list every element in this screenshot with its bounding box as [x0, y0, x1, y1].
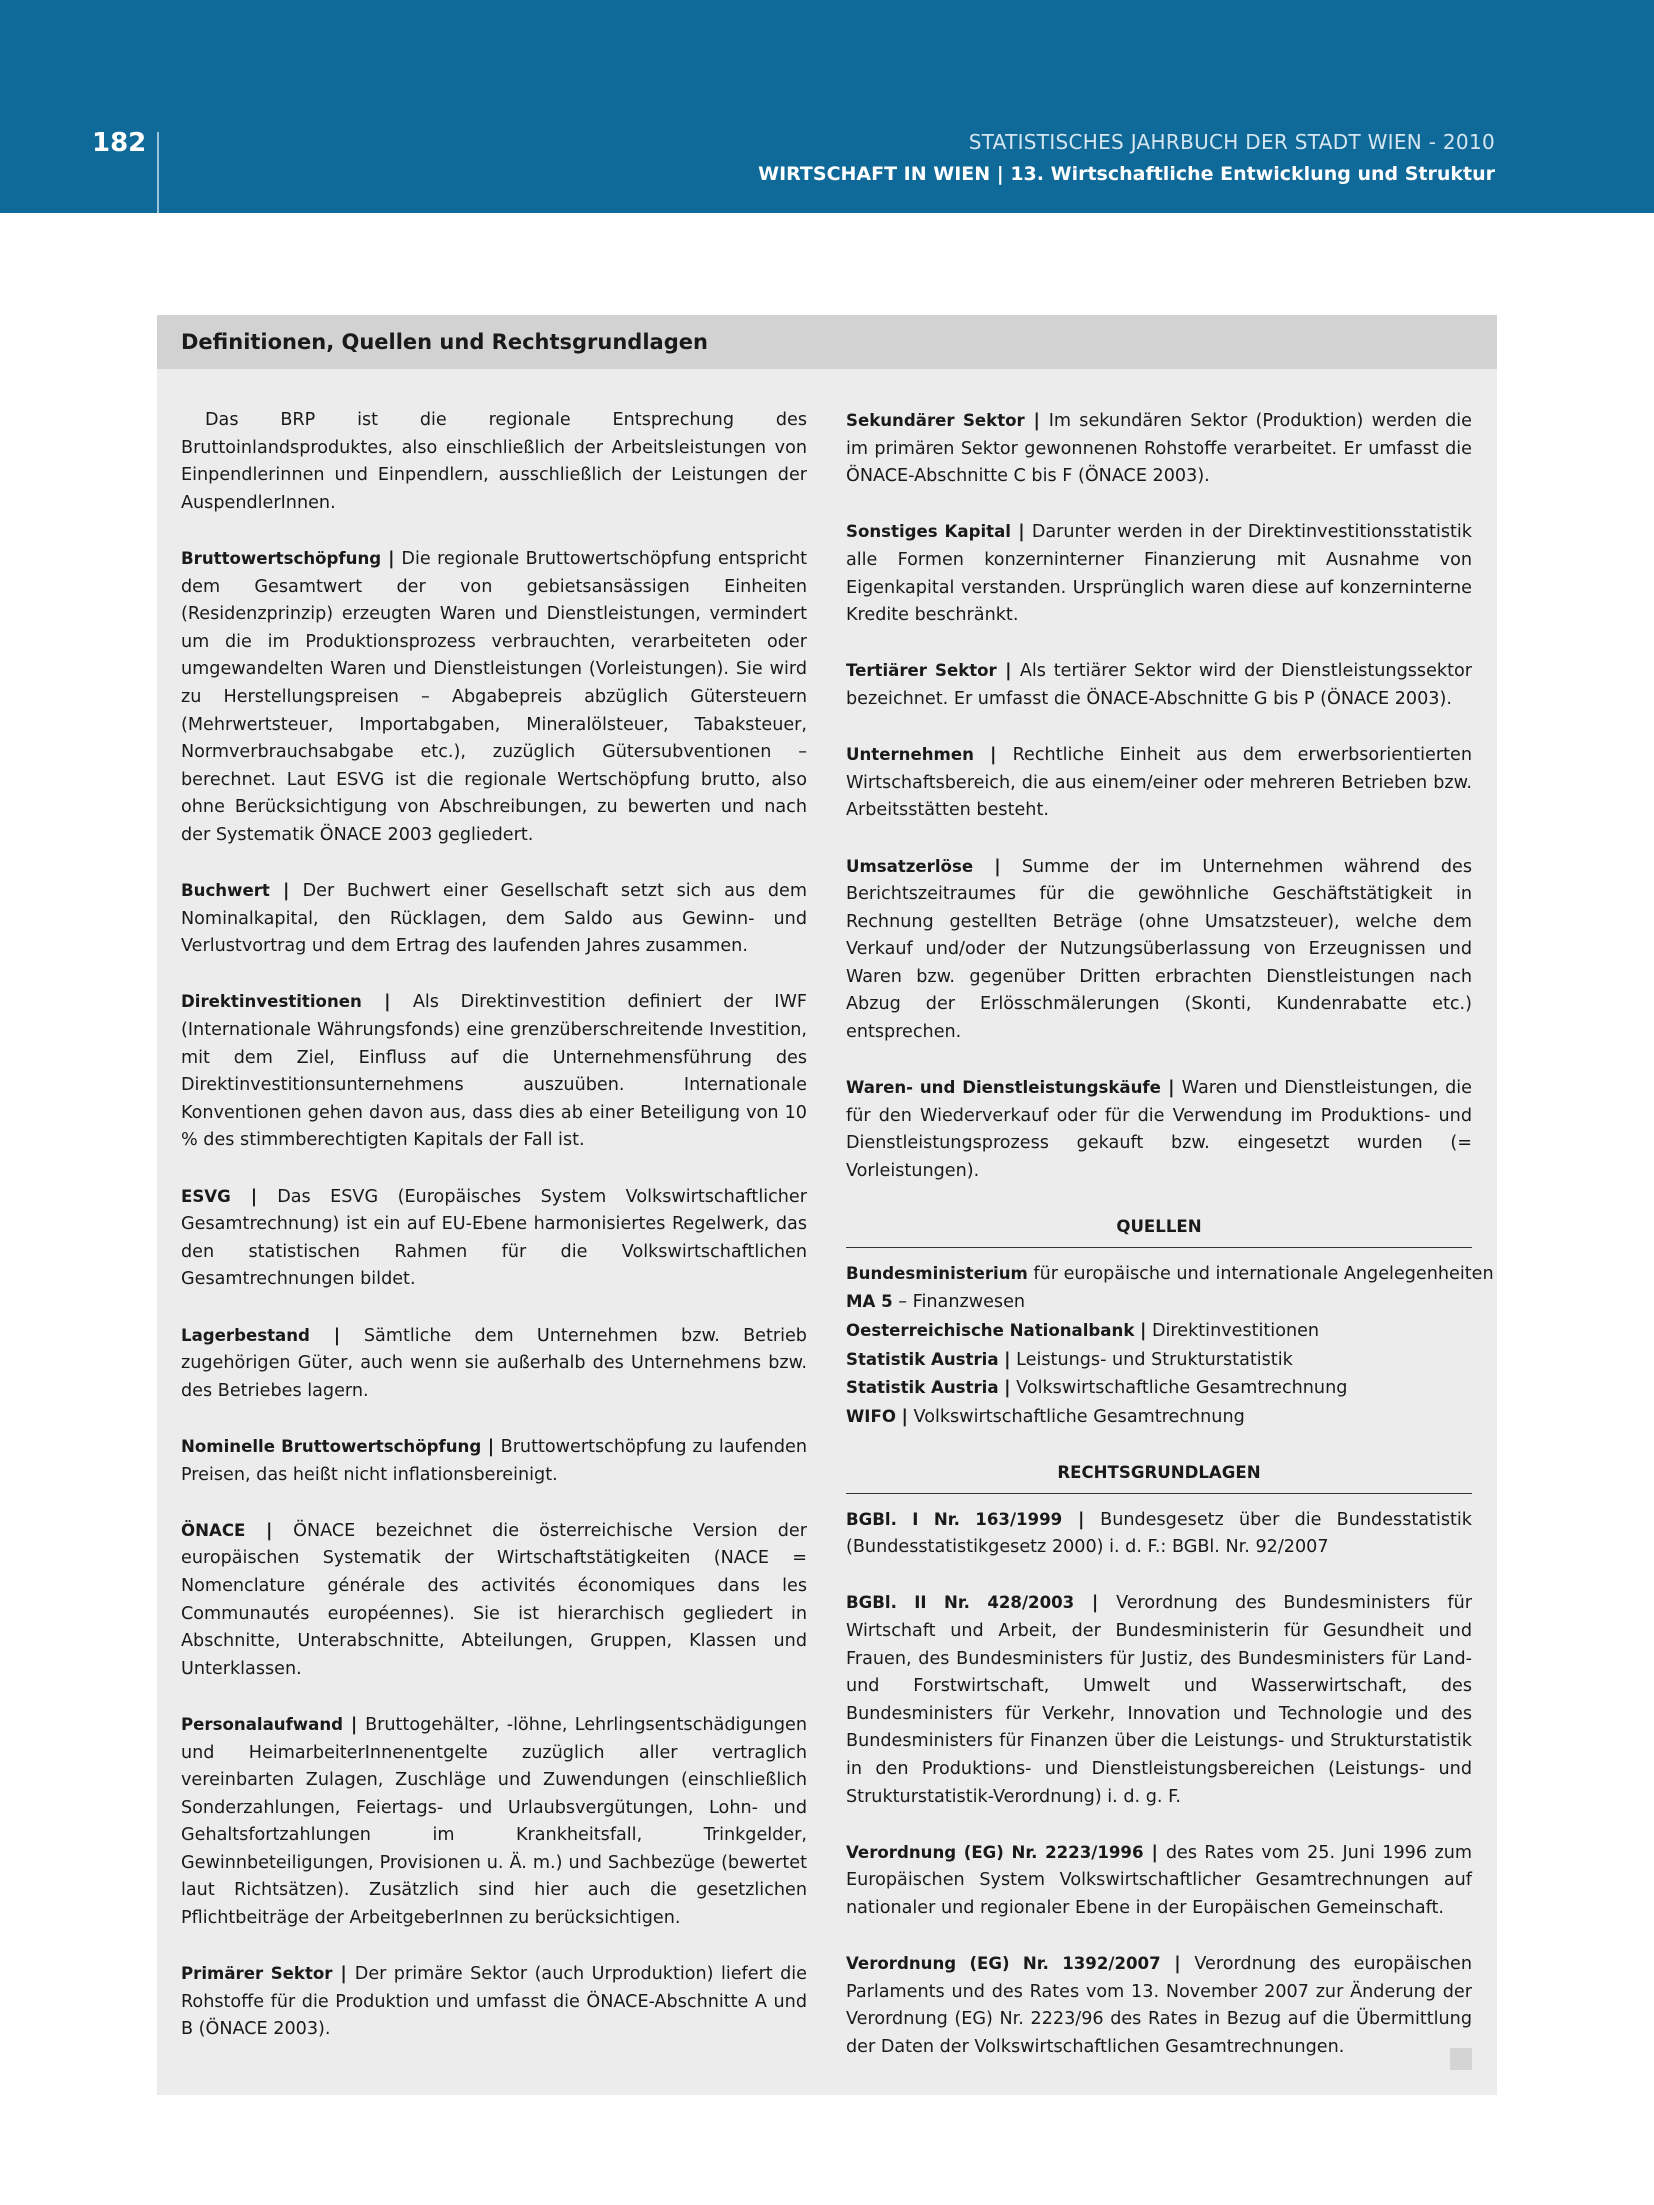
definitions-box — [157, 315, 1497, 2095]
entry-separator: | — [269, 881, 303, 902]
entry-term: Direktinvestitionen — [181, 992, 362, 1012]
entry-term: Bruttowertschöpfung — [181, 548, 382, 568]
entry-text: Bundesgesetz über die Bundesstatistik (Bundesstatistikgesetz 2000) i. d. F.: BGBl. Nr. 92/2007 — [846, 1509, 1472, 1558]
right-column — [846, 407, 1494, 2089]
page-header — [0, 0, 1654, 213]
box-title: Definitionen, Quellen und Rechtsgrundlagen — [181, 330, 708, 354]
source-line — [846, 1288, 1472, 1317]
quellen-heading: QUELLEN — [846, 1213, 1472, 1248]
legal-basis-entry — [846, 1506, 1472, 1562]
entry-term: Verordnung (EG) Nr. 2223/1996 — [846, 1842, 1144, 1862]
definition-entry — [181, 1183, 807, 1294]
entry-text: ÖNACE bezeichnet die österreichische Version der europäischen Systematik der Wirtschaftstätigkeiten (NACE = Nomenclature générale des activités économiques dans les Communautés européennes). Sie ist hierarchisch gegliedert in Abschnitte, Unterabschnitte, Abteilungen, Gruppen, Klassen und Unterklassen. — [181, 1520, 807, 1679]
entry-separator: | — [381, 548, 402, 569]
corner-marker — [1450, 2048, 1472, 2070]
definition-entry — [846, 657, 1472, 713]
definition-entry — [181, 1517, 807, 1684]
intro-paragraph: Das BRP ist die regionale Entsprechung des Bruttoinlandsproduktes, also einschließlich der Arbeitsleistungen von Einpendlerinnen und Einpendlern, ausschließlich der Leistungen der AuspendlerInnen. — [181, 410, 807, 513]
entry-separator: | — [996, 661, 1020, 682]
entry-term: Nominelle Bruttowertschöpfung — [181, 1436, 482, 1456]
entry-text: Als tertiärer Sektor wird der Dienstleistungssektor bezeichnet. Er umfasst die ÖNACE-Abschnitte G bis P (ÖNACE 2003). — [846, 661, 1472, 709]
source-name: Statistik Austria — [846, 1349, 999, 1369]
entry-separator: | — [481, 1436, 501, 1457]
source-name: Bundesministerium — [846, 1263, 1028, 1283]
entry-term: ESVG — [181, 1186, 231, 1206]
entry-separator: | — [361, 992, 413, 1013]
entry-term: Waren- und Dienstleistungskäufe — [846, 1078, 1161, 1098]
entry-separator: | — [1010, 522, 1032, 543]
definition-entry — [181, 545, 807, 850]
entry-term: Unternehmen — [846, 745, 974, 765]
source-line — [846, 1346, 1472, 1375]
source-line — [846, 1374, 1472, 1403]
definition-entry — [181, 1322, 807, 1406]
entry-separator: | — [1143, 1842, 1166, 1863]
definition-entry — [181, 1960, 807, 2044]
entry-separator: | — [309, 1325, 364, 1346]
definition-entry — [846, 853, 1472, 1047]
rechtsgrundlagen-list — [846, 1506, 1472, 2062]
entry-term: ÖNACE — [181, 1520, 246, 1540]
entry-text: Die regionale Bruttowertschöpfung entspricht dem Gesamtwert der von gebietsansässigen Einheiten (Residenzprinzip) erzeugten Waren und Dienstleistungen, vermindert um die im Produktionsprozess verbrauchten, verarbeiteten oder umgewandelten Waren und Dienstleistungen (Vorleistungen). Sie wird zu Herstellungspreisen – Abgabepreis abzüglich Gütersteuern (Mehrwertsteuer, Importabgaben, Mineralölsteuer, Tabaksteuer, Normverbrauchsabgabe etc.), zuzüglich Gütersubventionen – berechnet. Laut ESVG ist die regionale Wertschöpfung brutto, also ohne Berücksichtigung von Abschreibungen, zu bewerten und nach der Systematik ÖNACE 2003 gegliedert. — [181, 548, 807, 845]
left-column — [181, 407, 807, 2072]
source-separator: | — [901, 1406, 908, 1427]
entry-term: Personalaufwand — [181, 1714, 344, 1734]
entry-separator: | — [1062, 1509, 1101, 1530]
definition-entry — [846, 1074, 1472, 1185]
entry-term: BGBl. II Nr. 428/2003 — [846, 1593, 1075, 1613]
entry-text: Der Buchwert einer Gesellschaft setzt sich aus dem Nominalkapital, den Rücklagen, dem Saldo aus Gewinn- und Verlustvortrag und dem Ertrag des laufenden Jahres zusammen. — [181, 881, 807, 957]
page-number: 182 — [92, 128, 147, 158]
source-detail: Volkswirtschaftliche Gesamtrechnung — [913, 1406, 1245, 1427]
entry-text: Summe der im Unternehmen während des Berichtszeitraumes für die gewöhnliche Geschäftstätigkeit in Rechnung gestellten Beträge (ohne Umsatzsteuer), welche dem Verkauf und/oder der Nutzungsüberlassung von Erzeugnissen und Waren bzw. gegenüber Dritten erbrachten Dienstleistungen nach Abzug der Erlösschmälerungen (Skonti, Kundenrabatte etc.) entsprechen. — [846, 856, 1472, 1043]
entry-text: des Rates vom 25. Juni 1996 zum Europäischen System Volkswirtschaftlicher Gesamtrechnungen auf nationaler und regionaler Ebene in der Europäischen Gemeinschaft. — [846, 1842, 1472, 1918]
definition-entry — [181, 1711, 807, 1933]
entry-text: Sämtliche dem Unternehmen bzw. Betrieb zugehörigen Güter, auch wenn sie außerhalb des Unternehmens bzw. des Betriebes lagern. — [181, 1325, 807, 1401]
entry-term: Sekundärer Sektor — [846, 411, 1025, 430]
source-name: WIFO — [846, 1406, 896, 1426]
legal-basis-entry — [846, 1839, 1472, 1923]
header-divider — [157, 132, 159, 213]
entry-separator: | — [1074, 1593, 1117, 1614]
entry-term: Lagerbestand — [181, 1325, 310, 1345]
right-definitions — [846, 407, 1472, 1186]
box-header — [157, 315, 1497, 369]
definition-entry — [846, 741, 1472, 825]
source-line — [846, 1260, 1494, 1289]
entry-text: Bruttogehälter, -löhne, Lehrlingsentschädigungen und HeimarbeiterInnenentgelte zuzüglich aller vertraglich vereinbarten Zulagen, Zuschläge und Zuwendungen (einschließlich Sonderzahlungen, Feiertags- und Urlaubsvergütungen, Lohn- und Gehaltsfortzahlungen im Krankheitsfall, Trinkgelder, Gewinnbeteiligungen, Provisionen u. Ä. m.) und Sachbezüge (bewertet laut Richtsätzen). Zusätzlich sind hier auch die gesetzlichen Pflichtbeiträge der ArbeitgeberInnen zu berücksichtigen. — [181, 1714, 807, 1929]
entry-text: Verordnung des europäischen Parlaments und des Rates vom 13. November 2007 zur Änderung der Verordnung (EG) Nr. 2223/96 des Rates in Bezug auf die Übermittlung der Daten der Volkswirtschaftlichen Gesamtrechnungen. — [846, 1954, 1472, 2057]
definition-entry — [181, 988, 807, 1155]
source-detail: für europäische und internationale Angelegenheiten — [1033, 1263, 1494, 1284]
entry-text: Der primäre Sektor (auch Urproduktion) liefert die Rohstoffe für die Produktion und umfasst die ÖNACE-Abschnitte A und B (ÖNACE 2003). — [181, 1964, 807, 2040]
definition-entry — [181, 1433, 807, 1489]
source-separator: | — [1004, 1349, 1011, 1370]
legal-basis-entry — [846, 1589, 1472, 1811]
source-detail: Direktinvestitionen — [1151, 1321, 1320, 1341]
source-separator: | — [1139, 1321, 1147, 1341]
entry-term: Verordnung (EG) Nr. 1392/2007 — [846, 1954, 1161, 1974]
entry-separator: | — [332, 1964, 355, 1985]
quellen-list — [846, 1260, 1494, 1432]
entry-separator: | — [973, 856, 1022, 877]
entry-text: Verordnung des Bundesministers für Wirtschaft und Arbeit, der Bundesministerin für Gesundheit und Frauen, des Bundesministers für Justiz, des Bundesministers für Land- und Forstwirtschaft, Umwelt und Wasserwirtschaft, des Bundesministers für Verkehr, Innovation und Technologie und des Bundesministers für Finanzen über die Leistungs- und Strukturstatistik in den Produktions- und Dienstleistungsbereichen (Leistungs- und Strukturstatistik-Verordnung) i. d. g. F. — [846, 1593, 1473, 1807]
entry-separator: | — [1160, 1078, 1182, 1099]
source-detail: Volkswirtschaftliche Gesamtrechnung — [1016, 1378, 1348, 1399]
entry-term: BGBl. I Nr. 163/1999 — [846, 1509, 1063, 1529]
definition-entry — [181, 877, 807, 961]
entry-term: Sonstiges Kapital — [846, 522, 1011, 542]
entry-text: Bruttowertschöpfung zu laufenden Preisen, das heißt nicht inflationsbereinigt. — [181, 1436, 807, 1485]
source-line — [846, 1403, 1472, 1432]
entry-text: Waren und Dienstleistungen, die für den Wiederverkauf oder für die Verwendung im Produktions- und Dienstleistungsprozess gekauft bzw. eingesetzt wurden (= Vorleistungen). — [846, 1078, 1472, 1182]
entry-text: Im sekundären Sektor (Produktion) werden die im primären Sektor gewonnenen Rohstoffe verarbeitet. Er umfasst die ÖNACE-Abschnitte C bis F (ÖNACE 2003). — [846, 411, 1472, 487]
entry-text: Das ESVG (Europäisches System Volkswirtschaftlicher Gesamtrechnung) ist ein auf EU-Ebene harmonisiertes Regelwerk, das den statistischen Rahmen für die Volkswirtschaftlichen Gesamtrechnungen bildet. — [181, 1186, 807, 1290]
rechtsgrundlagen-heading: RECHTSGRUNDLAGEN — [846, 1459, 1472, 1494]
source-detail: – Finanzwesen — [898, 1292, 1026, 1313]
entry-separator: | — [245, 1520, 294, 1541]
left-definitions — [181, 545, 807, 2044]
entry-text: Rechtliche Einheit aus dem erwerbsorientierten Wirtschaftsbereich, die aus einem/einer oder mehreren Betrieben bzw. Arbeitsstätten besteht. — [846, 745, 1472, 821]
source-name: Statistik Austria — [846, 1378, 999, 1398]
entry-separator: | — [343, 1714, 366, 1735]
source-detail: Leistungs- und Strukturstatistik — [1016, 1349, 1293, 1370]
source-separator: | — [1004, 1378, 1011, 1399]
entry-separator: | — [973, 745, 1013, 766]
publication-title: STATISTISCHES JAHRBUCH DER STADT WIEN - 2010 — [968, 130, 1495, 154]
entry-text: Darunter werden in der Direktinvestitionsstatistik alle Formen konzerninterner Finanzierung mit Ausnahme von Eigenkapital verstanden. Ursprünglich waren diese auf konzerninterne Kredite beschränkt. — [846, 522, 1472, 626]
entry-separator: | — [1160, 1954, 1195, 1975]
entry-separator: | — [1024, 411, 1049, 431]
legal-basis-entry — [846, 1950, 1472, 2061]
definition-entry — [846, 407, 1472, 491]
entry-term: Primärer Sektor — [181, 1964, 333, 1984]
entry-text: Als Direktinvestition definiert der IWF (Internationale Währungsfonds) eine grenzüberschreitende Investition, mit dem Ziel, Einfluss auf die Unternehmensführung des Direktinvestitionsunternehmens auszuüben. Internationale Konventionen gehen davon aus, dass dies ab einer Beteiligung von 10 % des stimmberechtigten Kapitals der Fall ist. — [181, 992, 807, 1151]
source-line — [846, 1317, 1472, 1346]
entry-term: Buchwert — [181, 881, 270, 901]
source-name: Oesterreichische Nationalbank — [846, 1321, 1135, 1340]
entry-separator: | — [230, 1186, 278, 1207]
definition-entry — [846, 518, 1472, 629]
entry-term: Umsatzerlöse — [846, 856, 974, 876]
section-title: WIRTSCHAFT IN WIEN | 13. Wirtschaftliche Entwicklung und Struktur — [758, 163, 1495, 185]
source-name: MA 5 — [846, 1292, 893, 1312]
entry-term: Tertiärer Sektor — [846, 661, 997, 681]
